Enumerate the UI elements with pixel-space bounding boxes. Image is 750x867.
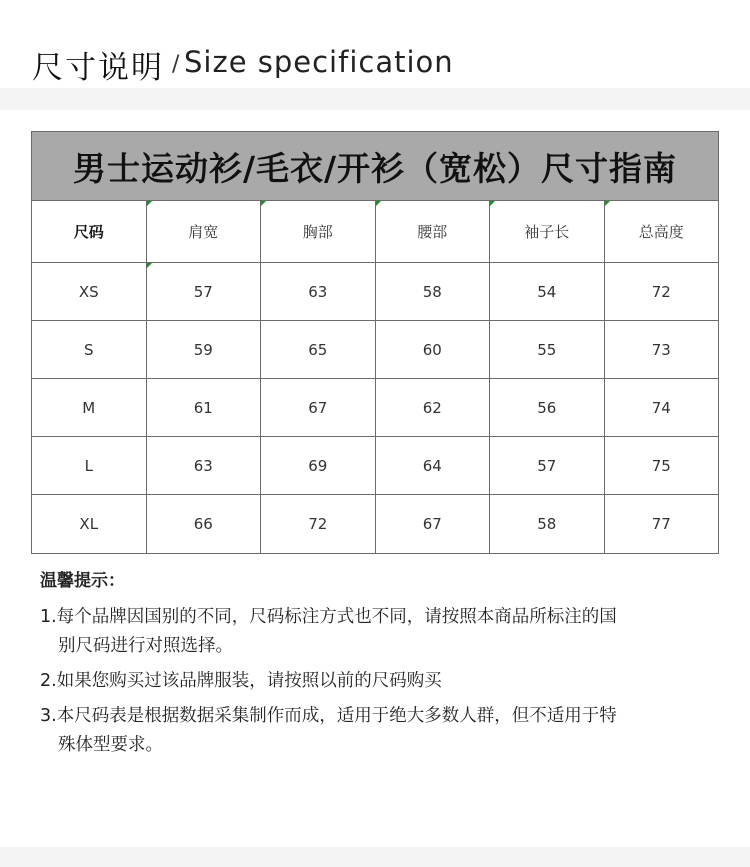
tip-item xyxy=(40,667,720,696)
footer-band xyxy=(0,847,750,867)
cell-length: 75 xyxy=(651,456,671,475)
tips-section xyxy=(40,566,720,766)
cell-shoulder: 63 xyxy=(147,437,262,494)
cell-sleeve: 56 xyxy=(490,379,605,436)
cell-chest: 65 xyxy=(261,321,376,378)
table-row xyxy=(32,321,718,379)
cell-size: XS xyxy=(32,263,147,320)
tip-line: 3.本尺码表是根据数据采集制作而成，适用于绝大多数人群，但不适用于特 xyxy=(40,706,617,726)
header-waist: 腰部 xyxy=(376,201,491,262)
table-row xyxy=(32,495,718,553)
cell-length: 74 xyxy=(651,398,671,417)
cell-waist: 60 xyxy=(376,321,491,378)
tip-item xyxy=(40,603,720,661)
cell-size: XL xyxy=(32,495,147,553)
cell-chest: 69 xyxy=(261,437,376,494)
header-sleeve: 袖子长 xyxy=(490,201,605,262)
cell-chest: 67 xyxy=(261,379,376,436)
cell-marker xyxy=(261,201,266,206)
header-length: 总高度 xyxy=(605,201,719,262)
header-chest: 胸部 xyxy=(261,201,376,262)
title-separator: / xyxy=(172,52,180,77)
cell-marker xyxy=(147,201,152,206)
cell-waist: 58 xyxy=(376,263,491,320)
cell-shoulder: 59 xyxy=(147,321,262,378)
tip-line: 1.每个品牌因国别的不同，尺码标注方式也不同，请按照本商品所标注的国 xyxy=(40,607,617,627)
cell-size: M xyxy=(32,379,147,436)
cell-sleeve: 54 xyxy=(490,263,605,320)
cell-length: 77 xyxy=(651,515,671,533)
cell-marker xyxy=(490,201,495,206)
cell-sleeve: 57 xyxy=(490,437,605,494)
cell-waist: 62 xyxy=(376,379,491,436)
cell-waist: 64 xyxy=(376,437,491,494)
tip-line-continued: 别尺码进行对照选择。 xyxy=(58,636,233,656)
cell-marker xyxy=(605,201,610,206)
cell-shoulder: 57 xyxy=(147,263,262,320)
header-shoulder: 肩宽 xyxy=(147,201,262,262)
table-row xyxy=(32,263,718,321)
title-chinese: 尺寸说明 xyxy=(32,50,164,86)
cell-marker xyxy=(376,201,381,206)
tips-title: 温馨提示： xyxy=(40,571,125,591)
cell-size: L xyxy=(32,437,147,494)
cell-waist: 67 xyxy=(376,495,491,553)
table-title: 男士运动衫/毛衣/开衫（宽松）尺寸指南 xyxy=(32,132,718,201)
cell-sleeve: 58 xyxy=(490,495,605,553)
cell-size: S xyxy=(32,321,147,378)
title-english: Size specification xyxy=(184,45,454,79)
tip-item xyxy=(40,702,720,760)
page-header xyxy=(0,0,750,88)
cell-chest: 72 xyxy=(261,495,376,553)
cell-sleeve: 55 xyxy=(490,321,605,378)
header-size: 尺码 xyxy=(32,201,147,262)
divider-band xyxy=(0,88,750,110)
tip-line: 2.如果您购买过该品牌服装，请按照以前的尺码购买 xyxy=(40,671,442,691)
cell-length: 72 xyxy=(651,282,671,301)
table-row xyxy=(32,379,718,437)
cell-chest: 63 xyxy=(261,263,376,320)
size-table xyxy=(31,131,719,554)
table-header-row xyxy=(32,201,718,263)
cell-length: 73 xyxy=(651,340,671,359)
cell-shoulder: 66 xyxy=(147,495,262,553)
table-row xyxy=(32,437,718,495)
cell-shoulder: 61 xyxy=(147,379,262,436)
tip-line-continued: 殊体型要求。 xyxy=(58,735,163,755)
cell-marker xyxy=(147,263,152,268)
